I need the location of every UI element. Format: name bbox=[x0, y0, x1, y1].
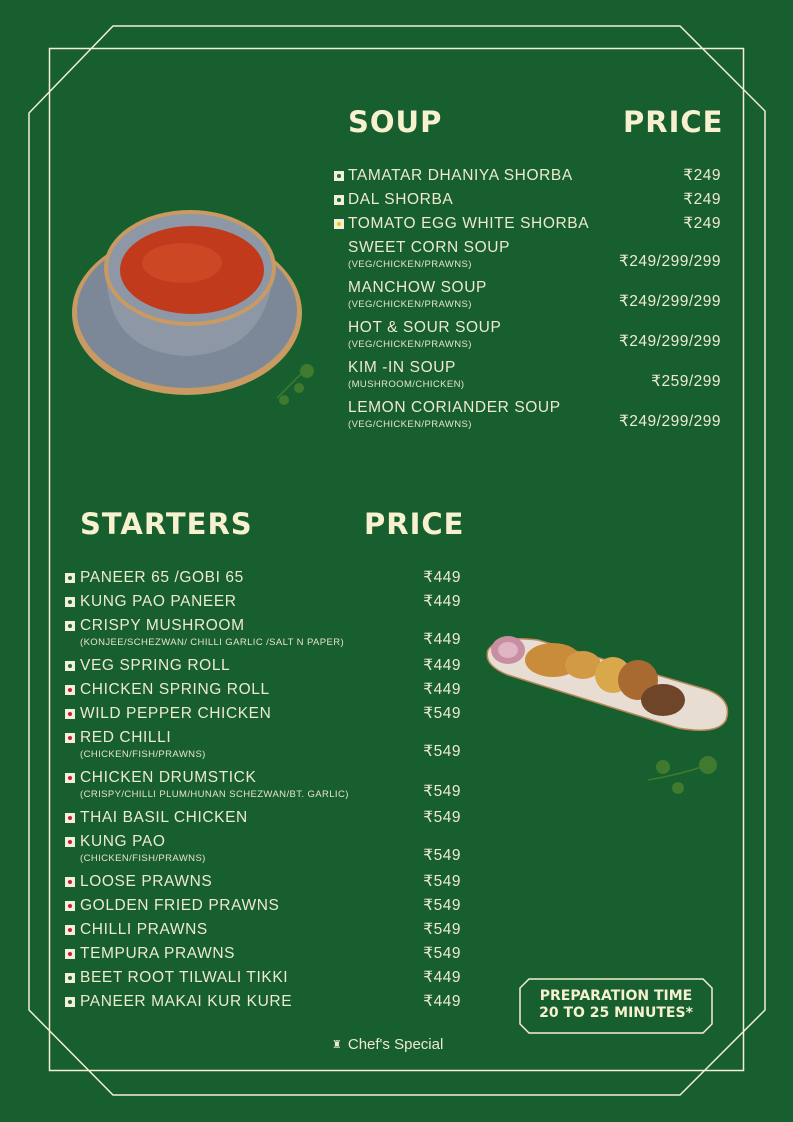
menu-item-options: (CHICKEN/FISH/PRAWNS) bbox=[80, 853, 206, 864]
menu-item-name: LOOSE PRAWNS bbox=[80, 873, 213, 890]
menu-item bbox=[80, 873, 212, 891]
menu-item-options: (MUSHROOM/CHICKEN) bbox=[348, 379, 465, 390]
menu-item bbox=[80, 729, 206, 761]
veg-indicator-icon bbox=[65, 573, 75, 583]
menu-item-options: (VEG/CHICKEN/PRAWNS) bbox=[348, 259, 472, 270]
chef-special-legend bbox=[332, 1036, 443, 1053]
prep-line-2: 20 TO 25 MINUTES* bbox=[539, 1005, 693, 1021]
menu-item-name: CHICKEN SPRING ROLL bbox=[80, 681, 270, 698]
veg-indicator-icon bbox=[65, 661, 75, 671]
menu-item-price: ₹249/299/299 bbox=[618, 413, 721, 430]
menu-item bbox=[80, 897, 279, 915]
preparation-time-badge bbox=[519, 978, 713, 1034]
nonveg-indicator-icon bbox=[65, 949, 75, 959]
menu-item-price: ₹549 bbox=[423, 897, 461, 914]
menu-item-name: TEMPURA PRAWNS bbox=[80, 945, 236, 962]
menu-item bbox=[348, 191, 453, 209]
menu-item-name: LEMON CORIANDER SOUP bbox=[348, 399, 561, 416]
menu-item-price: ₹549 bbox=[423, 945, 461, 962]
menu-item bbox=[80, 593, 237, 611]
starters-title: STARTERS bbox=[80, 507, 253, 541]
soup-bowl-image bbox=[62, 198, 332, 423]
menu-item-price: ₹549 bbox=[423, 783, 461, 800]
menu-item-name: THAI BASIL CHICKEN bbox=[80, 809, 248, 826]
menu-item-price: ₹449 bbox=[423, 681, 461, 698]
menu-item-price: ₹549 bbox=[423, 921, 461, 938]
nonveg-indicator-icon bbox=[65, 877, 75, 887]
menu-item bbox=[80, 969, 288, 987]
menu-item bbox=[80, 657, 230, 675]
menu-item bbox=[80, 921, 208, 939]
menu-item-name: WILD PEPPER CHICKEN bbox=[80, 705, 272, 722]
menu-item-name: RED CHILLI bbox=[80, 729, 172, 746]
menu-item bbox=[80, 993, 292, 1011]
nonveg-indicator-icon bbox=[65, 901, 75, 911]
menu-item-options: (CHICKEN/FISH/PRAWNS) bbox=[80, 749, 206, 760]
menu-item-name: PANEER 65 /GOBI 65 bbox=[80, 569, 244, 586]
veg-indicator-icon bbox=[65, 621, 75, 631]
chef-hat-icon: ♜ bbox=[332, 1039, 342, 1051]
menu-item bbox=[348, 399, 561, 431]
prep-line-1: PREPARATION TIME bbox=[539, 988, 693, 1004]
menu-item-price: ₹449 bbox=[423, 631, 461, 648]
menu-item bbox=[80, 705, 271, 723]
menu-item bbox=[80, 617, 344, 649]
menu-item-price: ₹249/299/299 bbox=[618, 253, 721, 270]
menu-item bbox=[80, 681, 270, 699]
veg-indicator-icon bbox=[334, 195, 344, 205]
menu-item-price: ₹249 bbox=[683, 191, 721, 208]
veg-indicator-icon bbox=[65, 597, 75, 607]
menu-item-price: ₹259/299 bbox=[651, 373, 721, 390]
menu-item-name: PANEER MAKAI KUR KURE bbox=[80, 993, 293, 1010]
menu-item-price: ₹549 bbox=[423, 705, 461, 722]
menu-item-options: (KONJEE/SCHEZWAN/ CHILLI GARLIC /SALT N PAPER) bbox=[80, 637, 345, 648]
menu-item bbox=[348, 319, 501, 351]
menu-item bbox=[80, 809, 248, 827]
nonveg-indicator-icon bbox=[65, 733, 75, 743]
menu-item-price: ₹449 bbox=[423, 969, 461, 986]
menu-item-options: (VEG/CHICKEN/PRAWNS) bbox=[348, 339, 472, 350]
menu-item-name: BEET ROOT TILWALI TIKKI bbox=[80, 969, 289, 986]
chef-special-label: Chef's Special bbox=[347, 1036, 444, 1053]
menu-item bbox=[348, 167, 573, 185]
menu-item-price: ₹249/299/299 bbox=[618, 333, 721, 350]
veg-indicator-icon bbox=[65, 997, 75, 1007]
menu-item-name: KUNG PAO PANEER bbox=[80, 593, 237, 610]
veg-indicator-icon bbox=[65, 973, 75, 983]
menu-item-options: (CRISPY/CHILLI PLUM/HUNAN SCHEZWAN/BT. GARLIC) bbox=[80, 789, 349, 800]
kebab-platter-image bbox=[478, 620, 740, 810]
soup-title: SOUP bbox=[348, 105, 443, 139]
menu-item-price: ₹449 bbox=[423, 993, 461, 1010]
nonveg-indicator-icon bbox=[65, 837, 75, 847]
menu-item-name: CHICKEN DRUMSTICK bbox=[80, 769, 257, 786]
menu-item-options: (VEG/CHICKEN/PRAWNS) bbox=[348, 299, 472, 310]
nonveg-indicator-icon bbox=[65, 685, 75, 695]
menu-item-name: CHILLI PRAWNS bbox=[80, 921, 208, 938]
menu-item-name: HOT & SOUR SOUP bbox=[348, 319, 502, 336]
menu-item bbox=[80, 769, 349, 801]
menu-item-price: ₹549 bbox=[423, 847, 461, 864]
menu-item-options: (VEG/CHICKEN/PRAWNS) bbox=[348, 419, 472, 430]
menu-item-name: SWEET CORN SOUP bbox=[348, 239, 511, 256]
nonveg-indicator-icon bbox=[65, 773, 75, 783]
menu-item-name: KIM -IN SOUP bbox=[348, 359, 456, 376]
veg-indicator-icon bbox=[334, 171, 344, 181]
menu-item-name: KUNG PAO bbox=[80, 833, 166, 850]
menu-item-name: CRISPY MUSHROOM bbox=[80, 617, 245, 634]
menu-item-name: TAMATAR DHANIYA SHORBA bbox=[348, 167, 573, 184]
menu-item-name: GOLDEN FRIED PRAWNS bbox=[80, 897, 280, 914]
nonveg-indicator-icon bbox=[65, 925, 75, 935]
menu-item-name: DAL SHORBA bbox=[348, 191, 454, 208]
menu-item-price: ₹449 bbox=[423, 657, 461, 674]
menu-item-price: ₹549 bbox=[423, 809, 461, 826]
starters-price-header: PRICE bbox=[364, 507, 465, 541]
menu-item-name: VEG SPRING ROLL bbox=[80, 657, 231, 674]
menu-item bbox=[348, 359, 464, 391]
nonveg-indicator-icon bbox=[65, 709, 75, 719]
menu-item-price: ₹449 bbox=[423, 593, 461, 610]
menu-item-price: ₹249/299/299 bbox=[618, 293, 721, 310]
menu-item-name: MANCHOW SOUP bbox=[348, 279, 487, 296]
menu-item-price: ₹249 bbox=[683, 215, 721, 232]
menu-item-price: ₹549 bbox=[423, 873, 461, 890]
menu-item-name: TOMATO EGG WHITE SHORBA bbox=[348, 215, 590, 232]
menu-item bbox=[348, 239, 510, 271]
menu-item bbox=[80, 833, 206, 865]
menu-item-price: ₹549 bbox=[423, 743, 461, 760]
menu-item-price: ₹249 bbox=[683, 167, 721, 184]
soup-price-header: PRICE bbox=[623, 105, 724, 139]
menu-item bbox=[80, 569, 244, 587]
egg-indicator-icon bbox=[334, 219, 344, 229]
menu-item bbox=[80, 945, 235, 963]
menu-item bbox=[348, 279, 487, 311]
nonveg-indicator-icon bbox=[65, 813, 75, 823]
menu-item bbox=[348, 215, 589, 233]
menu-item-price: ₹449 bbox=[423, 569, 461, 586]
